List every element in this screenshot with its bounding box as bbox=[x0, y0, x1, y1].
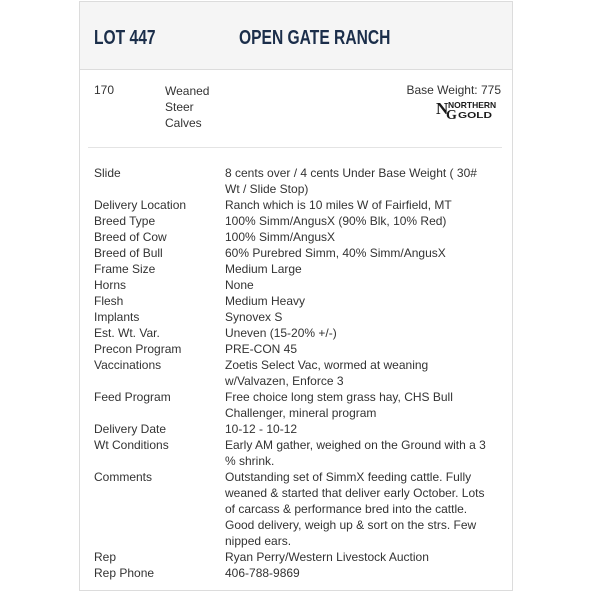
detail-value: Medium Large bbox=[225, 262, 302, 276]
detail-label: Horns bbox=[94, 278, 127, 292]
detail-value: Outstanding set of SimmX feeding cattle. Fully weaned & started that deliver early October. Lots of carcass & performance bred into the cattle. Good delivery, weigh up & sort on the strs. Few nipped ears. bbox=[225, 470, 485, 548]
detail-value: 406-788-9869 bbox=[225, 566, 300, 580]
head-count: 170 bbox=[94, 83, 115, 97]
detail-row bbox=[80, 357, 512, 389]
detail-value: Ryan Perry/Western Livestock Auction bbox=[225, 550, 429, 564]
cattle-description: Weaned Steer Calves bbox=[165, 84, 210, 130]
detail-value: Medium Heavy bbox=[225, 294, 306, 308]
divider bbox=[88, 147, 502, 148]
detail-row bbox=[80, 277, 512, 293]
detail-label: Wt Conditions bbox=[94, 438, 169, 452]
detail-label: Feed Program bbox=[94, 390, 171, 404]
detail-label: Vaccinations bbox=[94, 358, 162, 372]
detail-row bbox=[80, 325, 512, 341]
lot-details bbox=[80, 165, 512, 581]
detail-value: Uneven (15-20% +/-) bbox=[225, 326, 337, 340]
detail-row bbox=[80, 341, 512, 357]
northern-gold-logo-icon bbox=[436, 99, 506, 121]
detail-label: Est. Wt. Var. bbox=[94, 326, 160, 340]
detail-label: Implants bbox=[94, 310, 140, 324]
detail-label: Slide bbox=[94, 166, 121, 180]
detail-row bbox=[80, 165, 512, 197]
detail-value: Synovex S bbox=[225, 310, 283, 324]
detail-value: 100% Simm/AngusX (90% Blk, 10% Red) bbox=[225, 214, 447, 228]
detail-label: Rep bbox=[94, 550, 117, 564]
detail-label: Delivery Date bbox=[94, 422, 167, 436]
svg-text:N: N bbox=[436, 99, 449, 118]
detail-value: Early AM gather, weighed on the Ground with a 3 % shrink. bbox=[225, 438, 486, 468]
detail-row bbox=[80, 197, 512, 213]
detail-row bbox=[80, 229, 512, 245]
detail-row bbox=[80, 469, 512, 549]
detail-row bbox=[80, 421, 512, 437]
detail-value: 60% Purebred Simm, 40% Simm/AngusX bbox=[225, 246, 446, 260]
detail-label: Breed of Bull bbox=[94, 246, 163, 260]
lot-header bbox=[80, 2, 512, 70]
base-weight: Base Weight: 775 bbox=[406, 83, 501, 97]
detail-value: Zoetis Select Vac, wormed at weaning w/Valvazen, Enforce 3 bbox=[225, 358, 429, 388]
detail-value: Ranch which is 10 miles W of Fairfield, MT bbox=[225, 198, 452, 212]
detail-label: Delivery Location bbox=[94, 198, 187, 212]
detail-row bbox=[80, 293, 512, 309]
ranch-name: OPEN GATE RANCH bbox=[239, 27, 391, 49]
detail-row bbox=[80, 549, 512, 565]
svg-text:G: G bbox=[446, 108, 457, 121]
detail-value: None bbox=[225, 278, 254, 292]
detail-row bbox=[80, 565, 512, 581]
detail-value: 100% Simm/AngusX bbox=[225, 230, 336, 244]
detail-value: 8 cents over / 4 cents Under Base Weight ( 30# Wt / Slide Stop) bbox=[225, 166, 477, 196]
detail-row bbox=[80, 245, 512, 261]
detail-row bbox=[80, 213, 512, 229]
detail-value: 10-12 - 10-12 bbox=[225, 422, 298, 436]
detail-label: Breed of Cow bbox=[94, 230, 167, 244]
detail-value: PRE-CON 45 bbox=[225, 342, 298, 356]
detail-row bbox=[80, 389, 512, 421]
detail-label: Precon Program bbox=[94, 342, 182, 356]
detail-label: Frame Size bbox=[94, 262, 156, 276]
detail-label: Flesh bbox=[94, 294, 124, 308]
detail-row bbox=[80, 437, 512, 469]
lot-card bbox=[79, 1, 513, 591]
detail-value: Free choice long stem grass hay, CHS Bull Challenger, mineral program bbox=[225, 390, 453, 420]
lot-number: LOT 447 bbox=[94, 27, 156, 49]
detail-row bbox=[80, 261, 512, 277]
detail-label: Breed Type bbox=[94, 214, 156, 228]
lot-summary bbox=[80, 70, 512, 147]
logo-line1: NORTHERN bbox=[448, 100, 497, 110]
detail-label: Comments bbox=[94, 470, 153, 484]
detail-label: Rep Phone bbox=[94, 566, 155, 580]
logo-line2: GOLD bbox=[458, 110, 492, 120]
detail-row bbox=[80, 309, 512, 325]
